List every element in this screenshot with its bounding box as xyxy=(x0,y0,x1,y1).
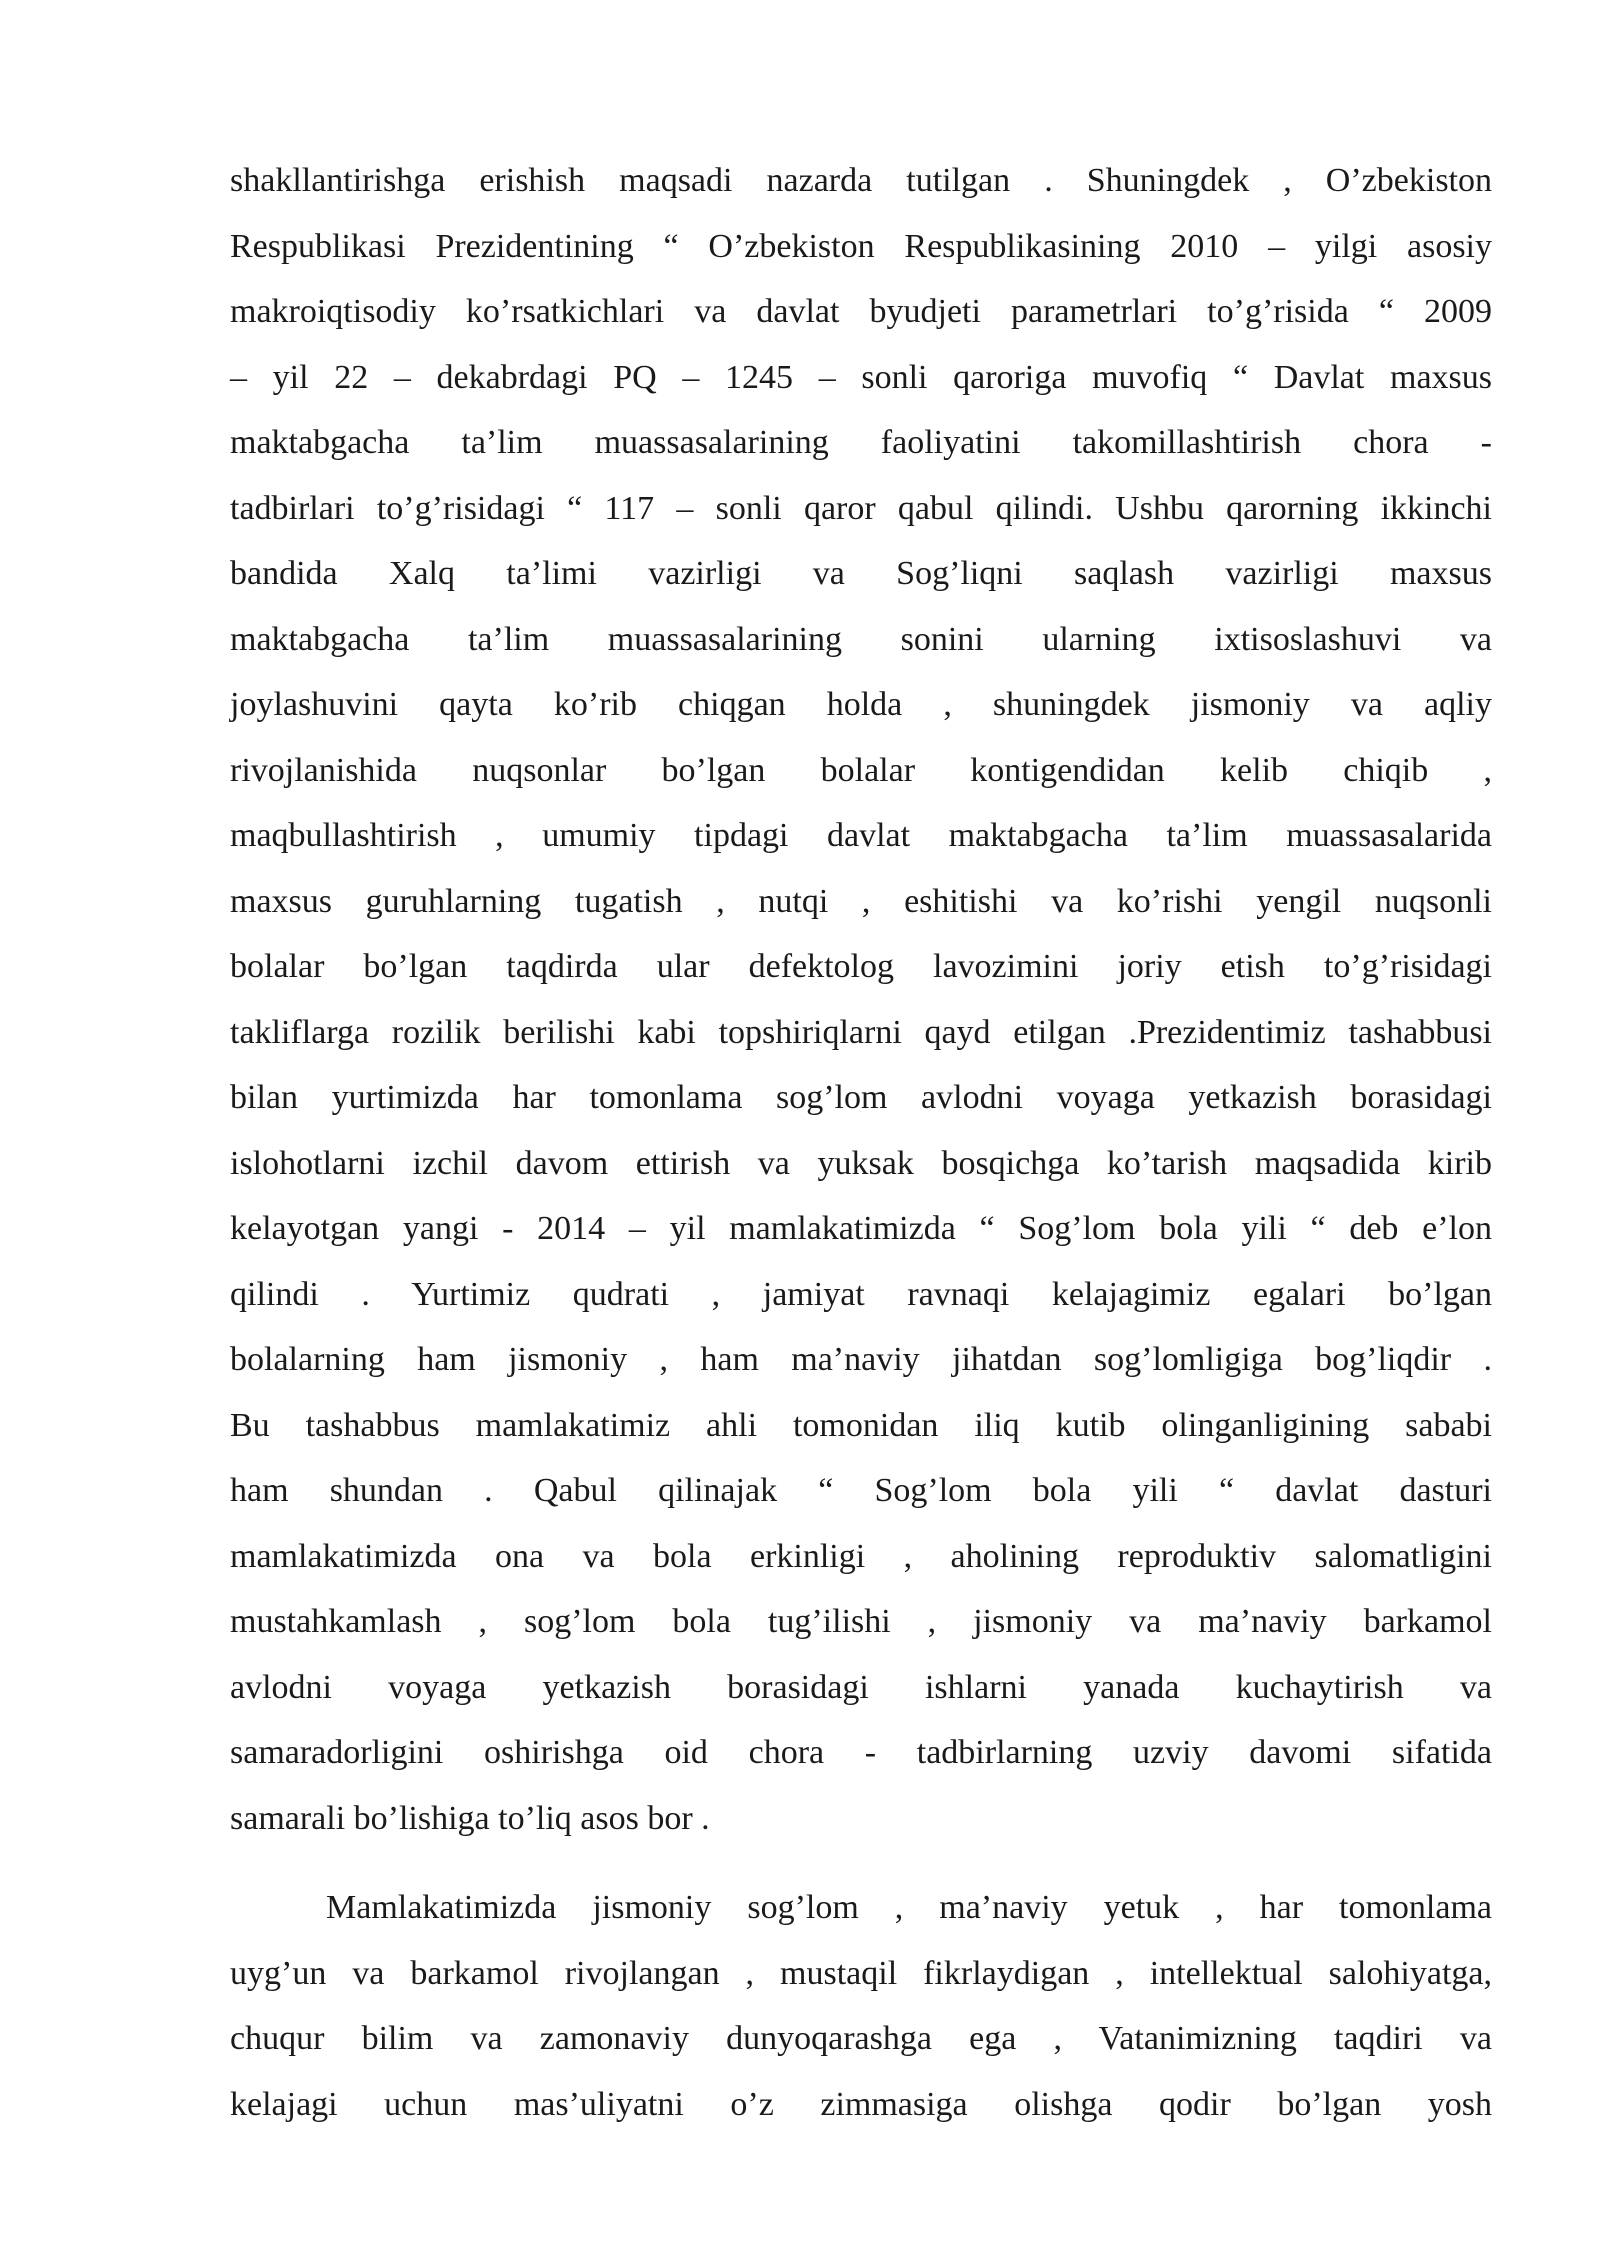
paragraph-1 xyxy=(230,148,1492,1851)
text-line: chuqur bilim va zamonaviy dunyoqarashga ega , Vatanimizning taqdiri va xyxy=(230,2020,1492,2057)
text-line: bandida Xalq ta’limi vazirligi va Sog’liqni saqlash vazirligi maxsus xyxy=(230,555,1492,592)
text-line: kelajagi uchun mas’uliyatni o’z zimmasiga olishga qodir bo’lgan yosh xyxy=(230,2085,1492,2123)
text-line: makroiqtisodiy ko’rsatkichlari va davlat byudjeti parametrlari to’g’risida “ 2009 xyxy=(230,293,1492,330)
text-line: avlodni voyaga yetkazish borasidagi ishlarni yanada kuchaytirish va xyxy=(230,1668,1492,1706)
text-line: Mamlakatimizda jismoniy sog’lom , ma’naviy yetuk , har tomonlama xyxy=(326,1889,1492,1926)
document-text-body xyxy=(230,148,1492,2137)
text-line: bilan yurtimizda har tomonlama sog’lom avlodni voyaga yetkazish borasidagi xyxy=(230,1079,1492,1116)
text-line: samaradorligini oshirishga oid chora - tadbirlarning uzviy davomi sifatida xyxy=(230,1734,1492,1771)
text-line: Respublikasi Prezidentining “ O’zbekiston Respublikasining 2010 – yilgi asosiy xyxy=(230,227,1492,265)
text-line: – yil 22 – dekabrdagi PQ – 1245 – sonli qaroriga muvofiq “ Davlat maxsus xyxy=(230,358,1492,396)
text-line: maqbullashtirish , umumiy tipdagi davlat maktabgacha ta’lim muassasalarida xyxy=(230,817,1492,854)
text-line: kelayotgan yangi - 2014 – yil mamlakatimizda “ Sog’lom bola yili “ deb e’lon xyxy=(230,1210,1492,1247)
text-line: bolalarning ham jismoniy , ham ma’naviy jihatdan sog’lomligiga bog’liqdir . xyxy=(230,1341,1492,1378)
text-line: maxsus guruhlarning tugatish , nutqi , eshitishi va ko’rishi yengil nuqsonli xyxy=(230,882,1492,920)
text-line: islohotlarni izchil davom ettirish va yuksak bosqichga ko’tarish maqsadida kirib xyxy=(230,1144,1492,1182)
text-line: rivojlanishida nuqsonlar bo’lgan bolalar kontigendidan kelib chiqib , xyxy=(230,751,1492,789)
text-line: shakllantirishga erishish maqsadi nazarda tutilgan . Shuningdek , O’zbekiston xyxy=(230,162,1492,199)
text-line: joylashuvini qayta ko’rib chiqgan holda , shuningdek jismoniy va aqliy xyxy=(230,686,1492,723)
text-line: ham shundan . Qabul qilinajak “ Sog’lom bola yili “ davlat dasturi xyxy=(230,1472,1492,1509)
text-line: qilindi . Yurtimiz qudrati , jamiyat ravnaqi kelajagimiz egalari bo’lgan xyxy=(230,1275,1492,1313)
text-line: samarali bo’lishiga to’liq asos bor . xyxy=(230,1799,710,1837)
text-line: maktabgacha ta’lim muassasalarining faoliyatini takomillashtirish chora - xyxy=(230,424,1492,461)
text-line: uyg’un va barkamol rivojlangan , mustaqil fikrlaydigan , intellektual salohiyatga, xyxy=(230,1954,1492,1992)
text-line: tadbirlari to’g’risidagi “ 117 – sonli qaror qabul qilindi. Ushbu qarorning ikkinchi xyxy=(230,489,1492,527)
text-line: mamlakatimizda ona va bola erkinligi , aholining reproduktiv salomatligini xyxy=(230,1537,1492,1575)
text-line: mustahkamlash , sog’lom bola tug’ilishi , jismoniy va ma’naviy barkamol xyxy=(230,1603,1492,1640)
text-line: takliflarga rozilik berilishi kabi topshiriqlarni qayd etilgan .Prezidentimiz tashabbusi xyxy=(230,1013,1492,1051)
text-line: bolalar bo’lgan taqdirda ular defektolog lavozimini joriy etish to’g’risidagi xyxy=(230,948,1492,985)
paragraph-2 xyxy=(230,1875,1492,2137)
text-line: maktabgacha ta’lim muassasalarining sonini ularning ixtisoslashuvi va xyxy=(230,620,1492,658)
text-line: Bu tashabbus mamlakatimiz ahli tomonidan iliq kutib olinganligining sababi xyxy=(230,1406,1492,1444)
